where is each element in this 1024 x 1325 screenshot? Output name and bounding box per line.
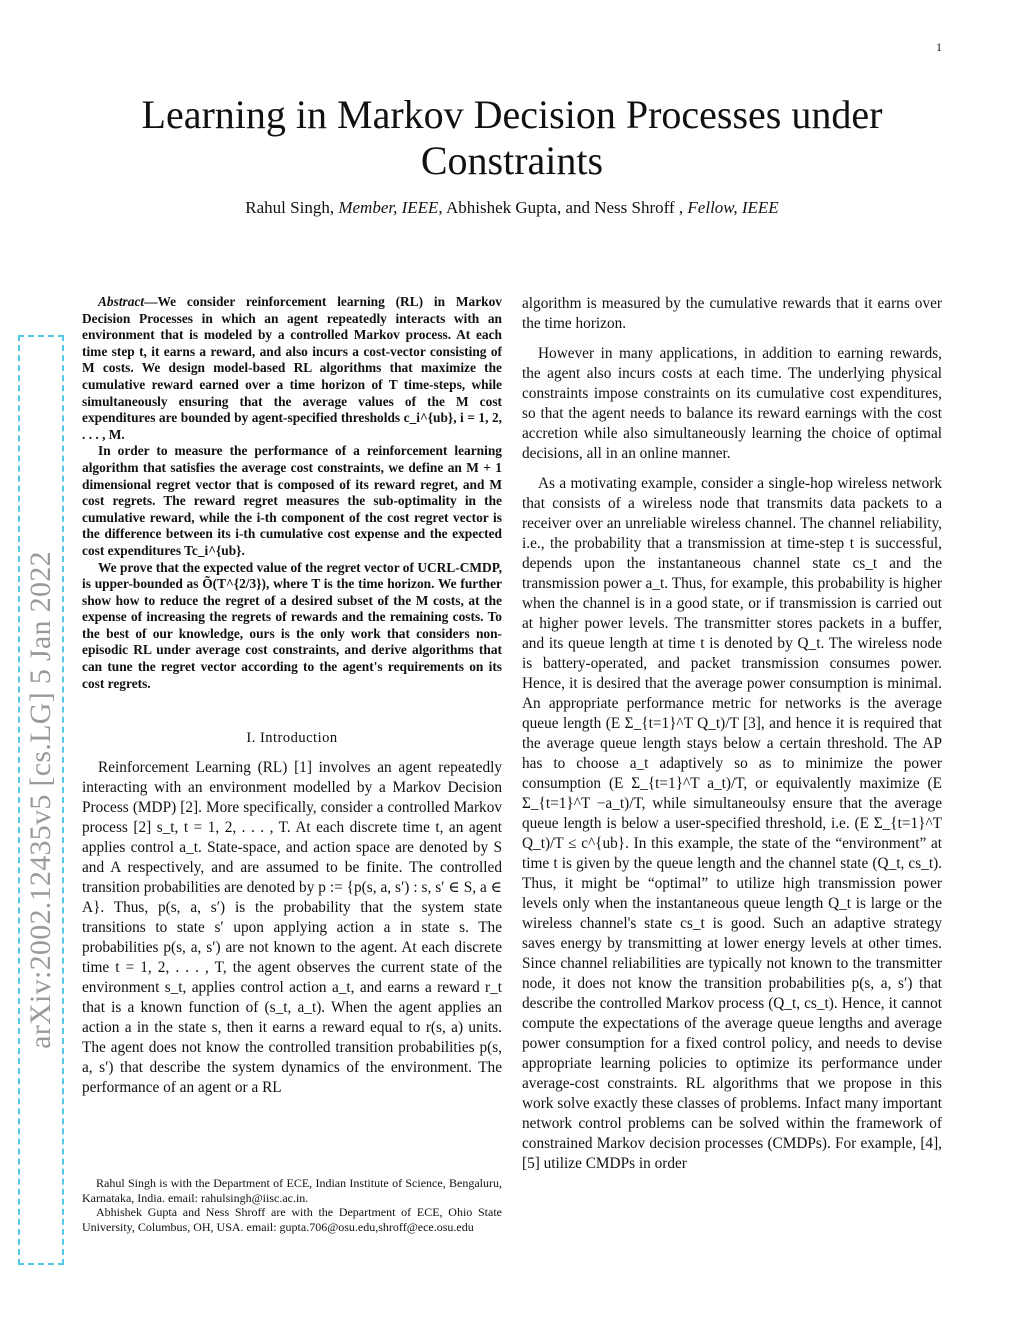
abstract-paragraph-1: —We consider reinforcement learning (RL) in Markov Decision Processes in which an agent repeatedly interacts with an environment that is modeled by a controlled Markov process. At each time step t, it earns a reward, and also incurs a cost-vector consisting of M costs. We design model-based RL algorithms that maximize the cumulative reward earned over a time horizon of T time-steps, while simultaneously ensuring that the average values of the M cost expenditures are bounded by agent-specified thresholds c_i^{ub}, i = 1, 2, . . . , M.: [82, 294, 502, 442]
right-column: [522, 294, 942, 1184]
arxiv-stamp-link[interactable]: [18, 335, 64, 1265]
abstract-paragraph-2: In order to measure the performance of a reinforcement learning algorithm that satisfies the average cost constraints, we define an M + 1 dimensional regret vector that is composed of its reward regret, and M cost regrets. The reward regret measures the sub-optimality in the cumulative reward, while the i-th component of the cost regret vector is the difference between its i-th cumulative cost expense and the expected cost expenditures Tc_i^{ub}.: [82, 443, 502, 558]
abstract-label: Abstract: [98, 294, 145, 309]
introduction-body: [82, 758, 502, 1098]
arxiv-identifier: arXiv:2002.12435v5 [cs.LG] 5 Jan 2022: [24, 551, 58, 1049]
paper-title: Learning in Markov Decision Processes under Constraints: [141, 92, 883, 183]
footnote-1: Rahul Singh is with the Department of ECE, Indian Institute of Science, Bengaluru, Karnataka, India. email: rahulsingh@iisc.ac.in.: [82, 1176, 502, 1205]
author-3-role: Fellow, IEEE: [687, 198, 779, 217]
footnotes: [82, 1176, 502, 1234]
author-2-3: , Abhishek Gupta, and Ness Shroff ,: [438, 198, 688, 217]
right-paragraph-0: algorithm is measured by the cumulative rewards that it earns over the time horizon.: [522, 295, 942, 332]
author-line: [100, 198, 924, 218]
abstract-paragraph-3: We prove that the expected value of the regret vector of UCRL-CMDP, is upper-bounded as Õ(T^{2/3}), where T is the time horizon. We further show how to reduce the regret of a desired subset of the M costs, at the expense of increasing the regrets of rewards and the remaining costs. To the best of our knowledge, ours is the only work that considers non-episodic RL under average cost constraints, and derive algorithms that can tune the regret vector according to the agent's requirements on its cost regrets.: [82, 559, 502, 691]
left-column: [82, 294, 502, 1098]
author-1-role: Member, IEEE: [338, 198, 439, 217]
right-paragraph-2: As a motivating example, consider a single-hop wireless network that consists of a wireless node that transmits data packets to a receiver over an unreliable wireless channel. The channel reliability, i.e., the probability that a transmission at time-step t is successful, depends upon the instantaneous channel state cs_t and the transmission power a_t. Thus, for example, this probability is higher when the channel is in a good state, or if transmission is carried out at higher power levels. The transmitter stores packets in a buffer, and its queue length at time t is denoted by Q_t. The wireless node is battery-operated, and packet transmission consumes power. Hence, it is desired that the average power consumption is minimal. An appropriate performance metric for networks is the average queue length (E Σ_{t=1}^T Q_t)/T [3], and hence it is required that the average queue length stays below a certain threshold. The AP has to choose a_t adaptively so as to minimize the power consumption (E Σ_{t=1}^T a_t)/T, or equivalently maximize (E Σ_{t=1}^T −a_t)/T, while simultaneoulsy ensure that the average queue length is below a user-specified threshold, i.e. (E Σ_{t=1}^T Q_t)/T ≤ c^{ub}. In this example, the state of the “environment” at time t is given by the queue length and the channel state (Q_t, cs_t). Thus, it might be “optimal” to utilize high transmission power levels only when the instantaneous queue length Q_t is large or the wireless channel's state cs_t is good. Such an adaptive strategy saves energy by transmitting at lower energy levels at other times. Since channel reliabilities are typically not known to the transmitter node, it does not know the transition probabilities p(s, a, s′) that describe the controlled Markov process (Q_t, cs_t). Hence, it cannot compute the expectations of the average queue lengths and average power consumption for a fixed control policy, and needs to devise appropriate learning policies to optimize its performance under average-cost constraints. RL algorithms that we propose in this work solve exactly these classes of problems. Infact many important network control problems can be solved within the framework of constrained Markov decision processes (CMDPs). For example, [4], [5] utilize CMDPs in order: [522, 475, 942, 1172]
section-heading-introduction: I. Introduction: [246, 730, 338, 747]
page-number: 1: [936, 40, 942, 54]
author-1: Rahul Singh,: [245, 198, 339, 217]
footnote-2: Abhishek Gupta and Ness Shroff are with the Department of ECE, Ohio State University, Columbus, OH, USA. email: gupta.706@osu.edu,shroff@ece.osu.edu: [82, 1205, 502, 1234]
right-paragraph-1: However in many applications, in addition to earning rewards, the agent also incurs costs at each time. The underlying physical constraints impose constraints on its cumulative cost expenditures, so that the agent needs to balance its reward earnings with the cost accretion while also simultaneously learning the choice of optimal decisions, all in an online manner.: [522, 345, 942, 462]
abstract: [82, 294, 502, 692]
intro-paragraph-1: Reinforcement Learning (RL) [1] involves an agent repeatedly interacting with an environment modelled by a Markov Decision Process (MDP) [2]. More specifically, consider a controlled Markov process [2] s_t, t = 1, 2, . . . , T. At each discrete time t, an agent applies control a_t. State-space, and action space are denoted by S and A respectively, and are assumed to be finite. The controlled transition probabilities are denoted by p := {p(s, a, s′) : s, s′ ∈ S, a ∈ A}. Thus, p(s, a, s′) is the probability that the system state transitions to state s′ upon applying action a in state s. The probabilities p(s, a, s′) are not known to the agent. At each discrete time t = 1, 2, . . . , T, the agent observes the current state of the environment s_t, applies control action a_t, and earns a reward r_t that is a known function of (s_t, a_t). When the agent applies an action a in the state s, then it earns a reward equal to r(s, a) units. The agent does not know the controlled transition probabilities p(s, a, s′) that describe the system dynamics of the environment. The performance of an agent or a RL: [82, 759, 502, 1097]
